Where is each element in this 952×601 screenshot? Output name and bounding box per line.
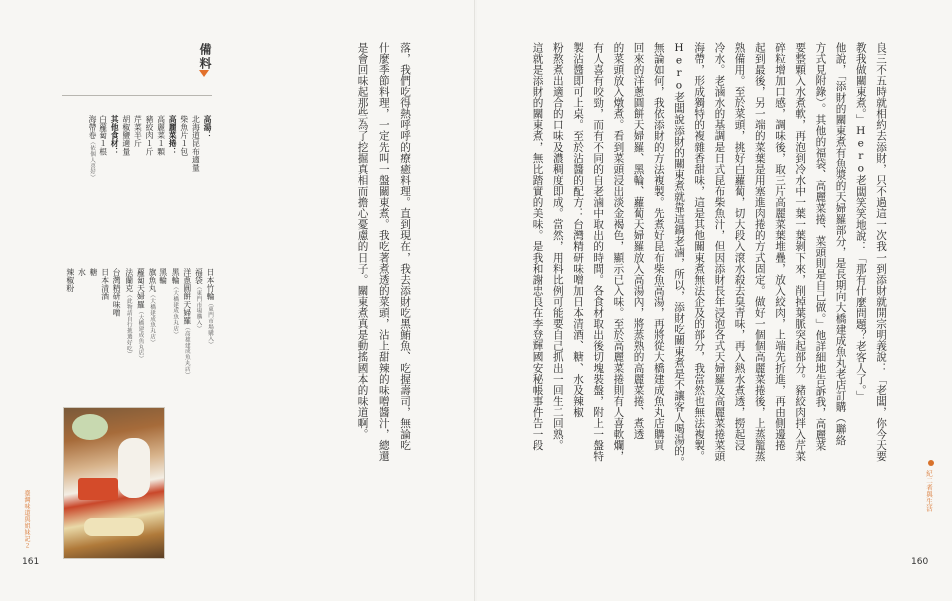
ingredient-note: （東門市場購入）: [207, 300, 213, 348]
ingredient-note: （依個人喜好）: [89, 139, 95, 181]
triangle-marker-icon: [199, 70, 209, 77]
ingredient-item: [144, 115, 155, 156]
text-column: 製沾醬即可上桌。至於沾醬的配方：台灣精研味噌加日本清酒、糖、水及辣椒: [572, 42, 584, 418]
text-column: 碎粒增加口感，調味後，取三片高麗菜葉堆疊，放入絞肉，上端先折進，再由側邊捲: [774, 42, 786, 451]
ingredient-item: [146, 268, 158, 345]
ingredient-name: 日本清酒: [100, 268, 110, 301]
ingredient-item: [88, 268, 99, 276]
ingredient-name: 洋蔥圓餅天婦羅: [182, 268, 192, 325]
ingredient-note: （大橋建成魚丸店）: [149, 292, 155, 346]
text-column: 海帶，形成獨特的複雜香甜味，這是其他關東煮無法企及的部分，我當然也無法複製。: [693, 42, 706, 462]
ingredient-item: [169, 268, 181, 337]
ingredient-item: [123, 268, 135, 357]
ingredient-name: 北海道昆布適量: [191, 115, 201, 172]
ingredient-name: 台灣精研味噌: [112, 268, 122, 317]
ingredient-name: 豬絞肉１斤: [145, 115, 154, 156]
ingredients-photo: [63, 407, 165, 559]
ingredient-item: [204, 268, 216, 348]
ingredient-item: [158, 268, 169, 284]
ingredient-item: [76, 268, 87, 276]
ingredient-name: 日本竹輪: [206, 268, 215, 301]
running-header-dot-icon: [928, 460, 934, 466]
ingredient-name: 黑輪: [158, 268, 168, 285]
ingredient-item: [65, 268, 76, 292]
ingredient-note: （大橋建成魚丸店）: [137, 308, 144, 362]
text-column: 教我做關東煮。」Hero老闆笑笑地說：「那有什麼問題？老客人了。」: [854, 42, 867, 402]
ingredient-item: [100, 268, 111, 300]
text-column: 是會回味起那些為了挖掘真相而擔心憂慮的日子。關東煮真是動搖國本的味道啊。: [356, 42, 369, 440]
ingredient-name: 其他食材：: [110, 115, 120, 156]
ingredient-item: [190, 115, 201, 172]
ingredient-name: 芹菜半斤: [133, 115, 143, 148]
ingredient-item: [86, 115, 98, 181]
ingredient-heading: [109, 115, 120, 156]
ingredient-note: （高雄建成魚丸店）: [183, 324, 190, 378]
text-column: 回來的洋蔥圓餅天婦羅、黑輪、蘿蔔天婦羅放入高湯內，將蒸熟的高麗菜捲、煮透: [632, 42, 645, 440]
text-column: 粉熬煮出適合的口味及濃稠度即成。當然，用料比例可能要自己抓出一回生二回熟。: [551, 42, 564, 451]
ingredient-item: [156, 115, 167, 156]
text-column: 冷水。老滷水的基調是日式昆布柴魚汁，但因添財長年浸泡各式天婦羅及高麗菜捲菜頭: [713, 42, 726, 462]
ingredient-name: 白蘿蔔１根: [98, 115, 108, 156]
text-column: 他說，「添財的關東煮有魚漿的天婦羅部分，是長期向大橋建成魚丸老店訂購（聯絡: [834, 42, 847, 446]
ingredient-name: 旗魚丸: [148, 268, 157, 293]
ingredient-name: 高湯：: [203, 115, 212, 140]
ingredient-name: 高麗菜１顆: [156, 115, 166, 156]
running-header: 紀二者與生活: [925, 470, 933, 512]
ingredient-item: [179, 115, 190, 156]
ingredient-name: 辣椒粉: [65, 268, 75, 293]
text-column: 無論如何，我依添財的方法複製。先煮好昆布柴魚高湯，再將從大橋建成魚丸店購買: [652, 42, 665, 451]
ingredient-name: 黑輪: [171, 268, 181, 285]
text-column: 方式見附錄）。其他的福袋、高麗菜捲、菜頭則是自己做。」他詳細地告訴我，高麗菜: [814, 42, 827, 452]
ingredient-name: 蘿蔔天婦羅: [136, 268, 146, 309]
ingredient-name: 糖: [89, 268, 98, 277]
ingredient-name: 高麗菜捲：: [168, 115, 178, 156]
text-column: 落，我們吃得熱呼呼的療癒料理。直到現在，我去添財吃黑鮪魚、吃握壽司，無論吃: [399, 42, 411, 451]
page-number-left: 161: [22, 557, 40, 567]
ingredient-item: [181, 268, 193, 378]
ingredient-name: 水: [77, 268, 87, 277]
ingredient-item: [98, 115, 109, 156]
ingredient-item: [132, 115, 143, 147]
ingredient-item: [192, 268, 204, 331]
page-number-right: 160: [911, 557, 929, 567]
ingredient-note: （此物請自行挑選好吃）: [125, 292, 132, 358]
ingredient-name: 法蘭克: [124, 268, 134, 293]
text-column: 什麼季節料理，一定先叫一盤關東煮。我吃著煮透的菜頭，沾上甜辣的味噌醬汁，總還: [377, 42, 390, 462]
text-column: 熟備用。至於菜頭，挑好白蘿蔔，切大段入滾水殺去臭青味，再入熱水煮透，撈起浸: [733, 42, 746, 451]
ingredient-name: 福袋: [194, 268, 204, 285]
ingredient-note: （大橋建成魚丸店）: [172, 284, 179, 338]
ingredient-item: [121, 115, 132, 156]
text-column: 的菜頭放入燉煮。看到菜頭浸出淡金褐色，顯示已入味。至於高麗菜捲則有人喜軟爛，: [612, 42, 625, 462]
text-column: 良三不五時就相約去添財，只不過這一次我一到添財就開宗明義說：「老闆，你今天要: [875, 42, 887, 462]
ingredient-name: 海帶卷: [88, 115, 97, 140]
running-footer: 臺灣味道與姐妹記２: [23, 490, 30, 549]
ingredient-item: [134, 268, 146, 362]
ingredients-title: 備料: [198, 43, 212, 71]
text-column: Hero老闆說添財的關東煮就靠這鍋老滷，所以，添財吃關東煮是不讓客人喝湯的。: [673, 42, 685, 468]
text-column: 有人喜有咬勁，而有不同的自老滷中取出的時間。各食材取出後切塊裝盤，附上一盤特: [592, 42, 605, 462]
ingredient-name: 胡椒鹽適量: [121, 115, 131, 156]
ingredient-heading: [167, 115, 178, 156]
text-column: 這就是添財的關東煮，無比踏實的美味。是我和謝忠良在李登輝國安秘帳事件告一段: [531, 42, 544, 451]
left-page: [0, 0, 475, 601]
sidebar-divider: [62, 95, 212, 96]
text-column: 起到最後，另一端的菜葉是用塞進肉捲的方式固定。做好一個個高麗菜捲後，上蒸籠蒸: [753, 42, 766, 462]
ingredient-note: （東門市場購入）: [195, 284, 202, 332]
ingredient-item: [111, 268, 122, 317]
text-column: 要整顆入水煮軟，再泡到冷水中一葉一葉剝下來，削掉葉脈突起部分。豬絞肉拌入芹菜: [794, 42, 807, 462]
right-page: [477, 0, 952, 601]
ingredient-heading: [202, 115, 213, 139]
ingredient-name: 柴魚片１包: [179, 115, 189, 156]
